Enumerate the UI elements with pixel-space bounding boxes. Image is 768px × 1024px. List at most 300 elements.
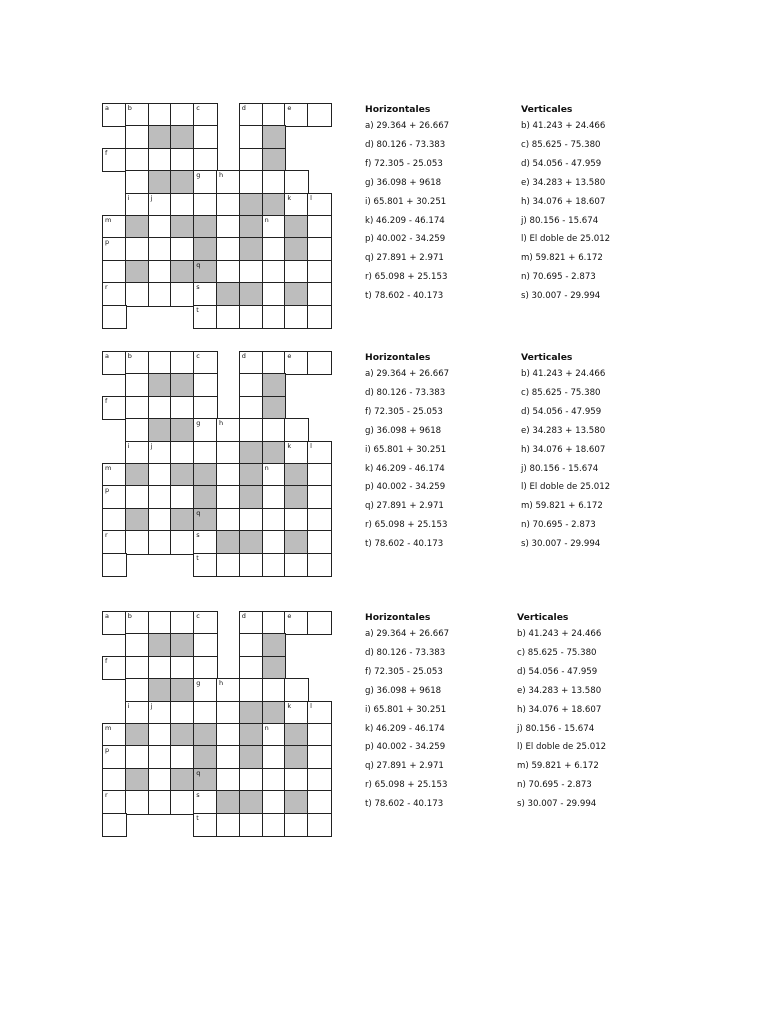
- grid-gap: [126, 306, 149, 328]
- grid-cell[interactable]: [263, 306, 286, 328]
- grid-cell[interactable]: [126, 657, 149, 679]
- grid-cell[interactable]: [149, 657, 172, 679]
- grid-cell[interactable]: [308, 442, 331, 464]
- grid-cell[interactable]: [171, 149, 194, 171]
- grid-cell[interactable]: [103, 554, 126, 576]
- cell-label: n: [264, 215, 269, 224]
- shaded-cell: [285, 216, 308, 238]
- grid-cell[interactable]: [103, 464, 126, 486]
- grid-cell[interactable]: [217, 442, 240, 464]
- clue-item: a) 29.364 + 26.667: [365, 121, 450, 131]
- grid-cell[interactable]: [103, 509, 126, 531]
- grid-cell[interactable]: [194, 149, 217, 171]
- grid-cell[interactable]: [308, 306, 331, 328]
- shaded-cell: [194, 509, 217, 531]
- grid-cell[interactable]: [285, 509, 308, 531]
- grid-cell[interactable]: [217, 464, 240, 486]
- grid-cell[interactable]: [194, 679, 217, 701]
- shaded-cell: [194, 724, 217, 746]
- grid-cell[interactable]: [103, 149, 126, 171]
- grid-cell[interactable]: [285, 769, 308, 791]
- grid-cell[interactable]: [171, 657, 194, 679]
- grid-cell[interactable]: [194, 171, 217, 193]
- grid-cell[interactable]: [126, 679, 149, 701]
- grid-cell[interactable]: [149, 702, 172, 724]
- grid-cell[interactable]: [240, 374, 263, 396]
- clue-item: n) 70.695 - 2.873: [521, 520, 596, 531]
- grid-cell[interactable]: [217, 814, 240, 836]
- grid-cell[interactable]: [263, 612, 286, 634]
- grid-cell[interactable]: [308, 104, 331, 126]
- clue-item: d) 54.056 - 47.959: [521, 406, 602, 417]
- grid-cell[interactable]: [149, 509, 172, 531]
- shaded-cell: [263, 194, 286, 216]
- vertical-title: Verticales: [521, 104, 573, 115]
- shaded-cell: [240, 442, 263, 464]
- grid-cell[interactable]: [263, 171, 286, 193]
- grid-gap: [171, 814, 194, 836]
- grid-cell[interactable]: [308, 283, 331, 305]
- clue-item: d) 54.056 - 47.959: [517, 666, 598, 677]
- cell-label: n: [264, 723, 269, 732]
- clue-item: l) El doble de 25.012: [517, 742, 607, 753]
- grid-cell[interactable]: [217, 306, 240, 328]
- grid-cell[interactable]: [194, 419, 217, 441]
- grid-cell[interactable]: [194, 791, 217, 813]
- shaded-cell: [240, 194, 263, 216]
- grid-cell[interactable]: [217, 554, 240, 576]
- grid-cell[interactable]: [103, 769, 126, 791]
- grid-gap: [217, 149, 240, 171]
- grid-gap: [126, 814, 149, 836]
- grid-cell[interactable]: [263, 769, 286, 791]
- grid-cell[interactable]: [240, 397, 263, 419]
- grid-cell[interactable]: [285, 194, 308, 216]
- grid-cell[interactable]: [126, 374, 149, 396]
- grid-cell[interactable]: [217, 746, 240, 768]
- grid-gap: [285, 397, 308, 419]
- clue-item: n) 70.695 - 2.873: [517, 780, 592, 791]
- grid-cell[interactable]: [240, 419, 263, 441]
- shaded-cell: [171, 724, 194, 746]
- grid-cell[interactable]: [194, 814, 217, 836]
- grid-cell[interactable]: [103, 261, 126, 283]
- grid-cell[interactable]: [171, 442, 194, 464]
- grid-cell[interactable]: [194, 397, 217, 419]
- grid-cell[interactable]: [171, 283, 194, 305]
- grid-cell[interactable]: [194, 442, 217, 464]
- grid-cell[interactable]: [217, 679, 240, 701]
- cell-label: k: [287, 701, 292, 710]
- grid-cell[interactable]: [217, 419, 240, 441]
- grid-cell[interactable]: [240, 612, 263, 634]
- grid-cell[interactable]: [285, 702, 308, 724]
- grid-cell[interactable]: [126, 746, 149, 768]
- grid-cell[interactable]: [240, 634, 263, 656]
- grid-gap: [217, 612, 240, 634]
- shaded-cell: [126, 464, 149, 486]
- grid-gap: [308, 679, 331, 701]
- grid-cell[interactable]: [126, 702, 149, 724]
- shaded-cell: [263, 657, 286, 679]
- grid-gap: [285, 374, 308, 396]
- grid-cell[interactable]: [149, 194, 172, 216]
- grid-cell[interactable]: [285, 612, 308, 634]
- grid-gap: [103, 419, 126, 441]
- grid-gap: [308, 126, 331, 148]
- grid-cell[interactable]: [308, 746, 331, 768]
- clue-item: c) 85.625 - 75.380: [521, 139, 601, 150]
- vertical-clues-3: [517, 612, 606, 814]
- clue-item: f) 72.305 - 25.053: [365, 406, 443, 417]
- grid-cell[interactable]: [308, 769, 331, 791]
- clue-item: k) 46.209 - 46.174: [365, 723, 445, 734]
- grid-cell[interactable]: [240, 104, 263, 126]
- grid-cell[interactable]: [126, 531, 149, 553]
- grid-cell[interactable]: [285, 814, 308, 836]
- grid-cell[interactable]: [308, 814, 331, 836]
- clue-item: i) 65.801 + 30.251: [365, 444, 447, 455]
- grid-cell[interactable]: [194, 306, 217, 328]
- vertical-title: Verticales: [521, 352, 573, 363]
- grid-cell[interactable]: [149, 724, 172, 746]
- cell-label: f: [105, 396, 108, 405]
- grid-cell[interactable]: [103, 283, 126, 305]
- grid-cell[interactable]: [194, 126, 217, 148]
- grid-cell[interactable]: [171, 397, 194, 419]
- grid-cell[interactable]: [149, 216, 172, 238]
- grid-cell[interactable]: [126, 397, 149, 419]
- cell-label: g: [196, 679, 201, 688]
- grid-gap: [217, 657, 240, 679]
- cell-label: t: [196, 813, 199, 822]
- grid-cell[interactable]: [285, 352, 308, 374]
- shaded-cell: [149, 679, 172, 701]
- cell-label: m: [105, 463, 112, 472]
- grid-cell[interactable]: [149, 486, 172, 508]
- grid-cell[interactable]: [103, 486, 126, 508]
- grid-cell[interactable]: [171, 531, 194, 553]
- grid-cell[interactable]: [194, 657, 217, 679]
- grid-cell[interactable]: [126, 238, 149, 260]
- grid-cell[interactable]: [103, 814, 126, 836]
- grid-cell[interactable]: [308, 702, 331, 724]
- clue-item: d) 80.126 - 73.383: [365, 647, 446, 658]
- shaded-cell: [149, 419, 172, 441]
- grid-cell[interactable]: [171, 791, 194, 813]
- grid-cell[interactable]: [103, 352, 126, 374]
- grid-cell[interactable]: [240, 306, 263, 328]
- grid-cell[interactable]: [194, 283, 217, 305]
- grid-gap: [285, 657, 308, 679]
- clue-item: h) 34.076 + 18.607: [521, 444, 606, 455]
- grid-cell[interactable]: [240, 814, 263, 836]
- horizontal-title: Horizontales: [365, 612, 431, 623]
- grid-cell[interactable]: [217, 486, 240, 508]
- grid-gap: [103, 679, 126, 701]
- grid-cell[interactable]: [263, 216, 286, 238]
- grid-cell[interactable]: [240, 261, 263, 283]
- clue-item: m) 59.821 + 6.172: [521, 253, 603, 264]
- grid-gap: [149, 554, 172, 576]
- grid-cell[interactable]: [308, 486, 331, 508]
- grid-cell[interactable]: [126, 791, 149, 813]
- grid-gap: [308, 374, 331, 396]
- grid-cell[interactable]: [285, 554, 308, 576]
- grid-cell[interactable]: [308, 531, 331, 553]
- grid-cell[interactable]: [217, 216, 240, 238]
- cell-label: g: [196, 419, 201, 428]
- grid-cell[interactable]: [285, 104, 308, 126]
- grid-cell[interactable]: [263, 352, 286, 374]
- grid-gap: [171, 554, 194, 576]
- grid-cell[interactable]: [308, 238, 331, 260]
- grid-cell[interactable]: [194, 612, 217, 634]
- grid-cell[interactable]: [308, 261, 331, 283]
- grid-cell[interactable]: [217, 724, 240, 746]
- grid-cell[interactable]: [149, 464, 172, 486]
- grid-cell[interactable]: [217, 509, 240, 531]
- grid-cell[interactable]: [263, 791, 286, 813]
- grid-cell[interactable]: [285, 306, 308, 328]
- grid-cell[interactable]: [149, 746, 172, 768]
- grid-cell[interactable]: [126, 149, 149, 171]
- cell-label: l: [310, 193, 312, 202]
- grid-cell[interactable]: [308, 612, 331, 634]
- grid-gap: [103, 634, 126, 656]
- clue-item: q) 27.891 + 2.971: [365, 253, 444, 264]
- grid-cell[interactable]: [240, 679, 263, 701]
- grid-cell[interactable]: [308, 216, 331, 238]
- grid-cell[interactable]: [285, 261, 308, 283]
- grid-cell[interactable]: [126, 194, 149, 216]
- grid-gap: [217, 634, 240, 656]
- grid-cell[interactable]: [263, 261, 286, 283]
- grid-cell[interactable]: [308, 554, 331, 576]
- grid-cell[interactable]: [194, 634, 217, 656]
- clue-item: a) 29.364 + 26.667: [365, 369, 450, 379]
- grid-cell[interactable]: [308, 724, 331, 746]
- grid-cell[interactable]: [149, 531, 172, 553]
- grid-cell[interactable]: [194, 104, 217, 126]
- grid-cell[interactable]: [149, 149, 172, 171]
- grid-cell[interactable]: [217, 171, 240, 193]
- grid-cell[interactable]: [263, 746, 286, 768]
- grid-cell[interactable]: [263, 104, 286, 126]
- clue-item: r) 65.098 + 25.153: [365, 780, 448, 791]
- shaded-cell: [171, 126, 194, 148]
- shaded-cell: [194, 216, 217, 238]
- grid-cell[interactable]: [308, 352, 331, 374]
- shaded-cell: [171, 171, 194, 193]
- grid-cell[interactable]: [103, 306, 126, 328]
- grid-cell[interactable]: [171, 238, 194, 260]
- shaded-cell: [263, 374, 286, 396]
- cell-label: m: [105, 723, 112, 732]
- grid-cell[interactable]: [103, 612, 126, 634]
- cell-label: s: [196, 531, 200, 540]
- grid-cell[interactable]: [263, 554, 286, 576]
- clue-item: d) 80.126 - 73.383: [365, 387, 446, 398]
- grid-cell[interactable]: [240, 149, 263, 171]
- grid-cell[interactable]: [149, 104, 172, 126]
- clue-item: b) 41.243 + 24.466: [517, 629, 602, 639]
- grid-cell[interactable]: [263, 486, 286, 508]
- clue-item: h) 34.076 + 18.607: [521, 196, 606, 207]
- horizontal-clues-2: [365, 352, 449, 554]
- grid-cell[interactable]: [308, 509, 331, 531]
- grid-cell[interactable]: [149, 283, 172, 305]
- grid-cell[interactable]: [263, 419, 286, 441]
- cell-label: i: [127, 701, 130, 710]
- grid-cell[interactable]: [263, 283, 286, 305]
- horizontal-title: Horizontales: [365, 352, 431, 363]
- grid-cell[interactable]: [240, 509, 263, 531]
- grid-cell[interactable]: [194, 352, 217, 374]
- grid-cell[interactable]: [126, 442, 149, 464]
- grid-cell[interactable]: [126, 352, 149, 374]
- grid-cell[interactable]: [285, 442, 308, 464]
- grid-cell[interactable]: [308, 194, 331, 216]
- grid-gap: [217, 126, 240, 148]
- grid-cell[interactable]: [171, 612, 194, 634]
- shaded-cell: [217, 531, 240, 553]
- clue-item: j) 80.156 - 15.674: [521, 463, 599, 474]
- vertical-clues-2: [521, 352, 610, 554]
- grid-cell[interactable]: [285, 679, 308, 701]
- grid-cell[interactable]: [126, 171, 149, 193]
- grid-cell[interactable]: [217, 238, 240, 260]
- grid-cell[interactable]: [240, 769, 263, 791]
- grid-cell[interactable]: [149, 769, 172, 791]
- grid-gap: [308, 149, 331, 171]
- grid-cell[interactable]: [308, 791, 331, 813]
- grid-cell[interactable]: [217, 769, 240, 791]
- cell-label: p: [105, 746, 110, 755]
- grid-cell[interactable]: [240, 554, 263, 576]
- grid-cell[interactable]: [126, 634, 149, 656]
- grid-cell[interactable]: [240, 171, 263, 193]
- grid-cell[interactable]: [171, 194, 194, 216]
- grid-cell[interactable]: [285, 171, 308, 193]
- grid-cell[interactable]: [263, 679, 286, 701]
- shaded-cell: [285, 486, 308, 508]
- grid-cell[interactable]: [263, 238, 286, 260]
- grid-cell[interactable]: [194, 554, 217, 576]
- shaded-cell: [285, 464, 308, 486]
- grid-cell[interactable]: [126, 283, 149, 305]
- grid-cell[interactable]: [240, 352, 263, 374]
- grid-cell[interactable]: [171, 104, 194, 126]
- grid-cell[interactable]: [194, 702, 217, 724]
- cell-label: g: [196, 171, 201, 180]
- grid-cell[interactable]: [103, 238, 126, 260]
- clue-item: d) 54.056 - 47.959: [521, 158, 602, 169]
- grid-gap: [103, 171, 126, 193]
- clue-item: s) 30.007 - 29.994: [521, 291, 601, 302]
- grid-cell[interactable]: [194, 194, 217, 216]
- grid-cell[interactable]: [149, 442, 172, 464]
- grid-cell[interactable]: [103, 397, 126, 419]
- clue-item: p) 40.002 - 34.259: [365, 234, 446, 245]
- grid-cell[interactable]: [126, 104, 149, 126]
- grid-cell[interactable]: [126, 486, 149, 508]
- grid-gap: [103, 126, 126, 148]
- shaded-cell: [171, 419, 194, 441]
- grid-cell[interactable]: [171, 702, 194, 724]
- grid-cell[interactable]: [103, 791, 126, 813]
- grid-cell[interactable]: [263, 509, 286, 531]
- grid-cell[interactable]: [126, 612, 149, 634]
- cell-label: e: [287, 104, 292, 112]
- shaded-cell: [194, 486, 217, 508]
- grid-cell[interactable]: [171, 746, 194, 768]
- grid-cell[interactable]: [171, 352, 194, 374]
- grid-cell[interactable]: [263, 814, 286, 836]
- grid-cell[interactable]: [149, 612, 172, 634]
- shaded-cell: [126, 509, 149, 531]
- grid-cell[interactable]: [149, 352, 172, 374]
- grid-cell[interactable]: [103, 531, 126, 553]
- grid-cell[interactable]: [103, 216, 126, 238]
- clue-item: p) 40.002 - 34.259: [365, 742, 446, 753]
- clue-item: c) 85.625 - 75.380: [521, 387, 601, 398]
- grid-cell[interactable]: [149, 238, 172, 260]
- clue-item: s) 30.007 - 29.994: [521, 539, 601, 550]
- shaded-cell: [240, 724, 263, 746]
- clue-item: c) 85.625 - 75.380: [517, 647, 597, 658]
- grid-cell[interactable]: [194, 531, 217, 553]
- grid-cell[interactable]: [126, 419, 149, 441]
- shaded-cell: [285, 531, 308, 553]
- grid-cell[interactable]: [103, 724, 126, 746]
- cell-label: p: [105, 238, 110, 247]
- grid-gap: [217, 104, 240, 126]
- grid-cell[interactable]: [194, 374, 217, 396]
- grid-cell[interactable]: [263, 464, 286, 486]
- shaded-cell: [240, 791, 263, 813]
- shaded-cell: [263, 634, 286, 656]
- shaded-cell: [171, 216, 194, 238]
- shaded-cell: [149, 126, 172, 148]
- shaded-cell: [263, 442, 286, 464]
- clue-item: n) 70.695 - 2.873: [521, 272, 596, 283]
- grid-cell[interactable]: [103, 104, 126, 126]
- cell-label: i: [127, 441, 130, 450]
- grid-cell[interactable]: [308, 464, 331, 486]
- grid-cell[interactable]: [240, 126, 263, 148]
- grid-cell[interactable]: [103, 657, 126, 679]
- cell-label: i: [127, 193, 130, 202]
- grid-cell[interactable]: [285, 419, 308, 441]
- grid-cell[interactable]: [263, 531, 286, 553]
- shaded-cell: [126, 216, 149, 238]
- grid-cell[interactable]: [149, 791, 172, 813]
- grid-gap: [308, 171, 331, 193]
- grid-cell[interactable]: [149, 261, 172, 283]
- grid-cell[interactable]: [126, 126, 149, 148]
- grid-cell[interactable]: [217, 261, 240, 283]
- grid-cell[interactable]: [217, 194, 240, 216]
- grid-gap: [103, 374, 126, 396]
- grid-cell[interactable]: [103, 746, 126, 768]
- grid-cell[interactable]: [171, 486, 194, 508]
- grid-cell[interactable]: [149, 397, 172, 419]
- grid-cell[interactable]: [240, 657, 263, 679]
- grid-cell[interactable]: [217, 702, 240, 724]
- grid-cell[interactable]: [263, 724, 286, 746]
- shaded-cell: [171, 509, 194, 531]
